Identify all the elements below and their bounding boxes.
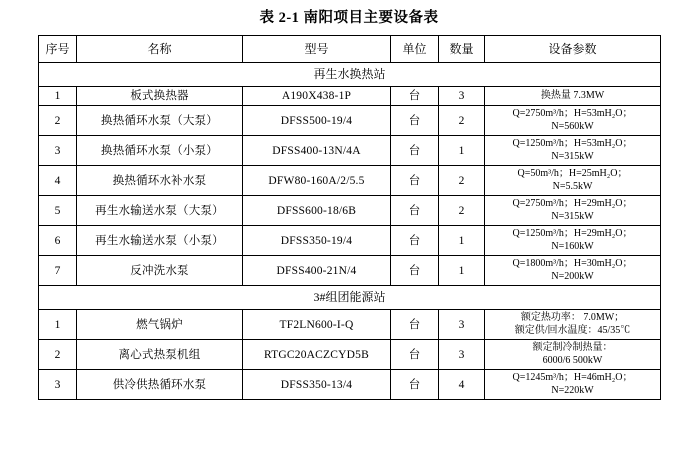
cell-name: 供冷供热循环水泵 bbox=[77, 370, 243, 400]
table-header-row bbox=[39, 36, 661, 63]
cell-model: DFSS400-21N/4 bbox=[243, 256, 391, 286]
cell-param bbox=[485, 166, 661, 196]
param-line: 额定供/回水温度：45/35℃ bbox=[514, 324, 631, 336]
cell-seq: 3 bbox=[39, 136, 77, 166]
cell-seq: 1 bbox=[39, 310, 77, 340]
column-header-model: 型号 bbox=[243, 36, 391, 63]
cell-qty: 2 bbox=[439, 196, 485, 226]
cell-model: DFSS600-18/6B bbox=[243, 196, 391, 226]
table-row bbox=[39, 370, 661, 400]
table-row bbox=[39, 226, 661, 256]
cell-param bbox=[485, 196, 661, 226]
cell-unit: 台 bbox=[391, 340, 439, 370]
page-title: 表 2-1 南阳项目主要设备表 bbox=[259, 10, 439, 26]
cell-qty: 3 bbox=[439, 87, 485, 106]
param-line: N=220kW bbox=[551, 384, 594, 396]
cell-seq: 2 bbox=[39, 340, 77, 370]
cell-model: DFW80-160A/2/5.5 bbox=[243, 166, 391, 196]
table-row bbox=[39, 87, 661, 106]
cell-qty: 2 bbox=[439, 166, 485, 196]
cell-model: RTGC20ACZCYD5B bbox=[243, 340, 391, 370]
table-row bbox=[39, 340, 661, 370]
cell-model: A190X438-1P bbox=[243, 87, 391, 106]
cell-seq: 2 bbox=[39, 106, 77, 136]
param-line: Q=1250m³/h；H=29mH₂O； bbox=[512, 228, 633, 240]
param-line: N=5.5kW bbox=[552, 180, 593, 192]
param-line: Q=2750m³/h；H=29mH₂O； bbox=[512, 198, 633, 210]
cell-unit: 台 bbox=[391, 196, 439, 226]
column-header-param: 设备参数 bbox=[485, 36, 661, 63]
cell-seq: 1 bbox=[39, 87, 77, 106]
cell-param bbox=[485, 256, 661, 286]
cell-unit: 台 bbox=[391, 106, 439, 136]
column-header-seq: 序号 bbox=[39, 36, 77, 63]
cell-param bbox=[485, 136, 661, 166]
equipment-table bbox=[38, 35, 661, 400]
column-header-unit: 单位 bbox=[391, 36, 439, 63]
table-row bbox=[39, 310, 661, 340]
cell-model: DFSS400-13N/4A bbox=[243, 136, 391, 166]
cell-name: 再生水输送水泵（大泵） bbox=[77, 196, 243, 226]
cell-seq: 5 bbox=[39, 196, 77, 226]
table-row bbox=[39, 256, 661, 286]
cell-unit: 台 bbox=[391, 310, 439, 340]
table-row bbox=[39, 136, 661, 166]
column-header-name: 名称 bbox=[77, 36, 243, 63]
param-line: Q=1250m³/h；H=53mH₂O； bbox=[512, 138, 633, 150]
cell-seq: 4 bbox=[39, 166, 77, 196]
section-title: 再生水换热站 bbox=[39, 63, 661, 87]
cell-param bbox=[485, 370, 661, 400]
column-header-qty: 数量 bbox=[439, 36, 485, 63]
param-line: 6000/6 500kW bbox=[542, 354, 603, 366]
param-line: N=315kW bbox=[551, 210, 594, 222]
cell-name: 换热循环水泵（大泵） bbox=[77, 106, 243, 136]
table-row bbox=[39, 166, 661, 196]
cell-param bbox=[485, 106, 661, 136]
param-line: Q=2750m³/h；H=53mH₂O； bbox=[512, 108, 633, 120]
cell-unit: 台 bbox=[391, 136, 439, 166]
param-line: 换热量 7.3MW bbox=[540, 89, 605, 101]
cell-unit: 台 bbox=[391, 226, 439, 256]
param-line: N=160kW bbox=[551, 240, 594, 252]
cell-param bbox=[485, 340, 661, 370]
param-line: 额定热功率： 7.0MW； bbox=[520, 312, 625, 324]
cell-param bbox=[485, 87, 661, 106]
cell-name: 换热循环水补水泵 bbox=[77, 166, 243, 196]
section-header-row bbox=[39, 286, 661, 310]
cell-qty: 3 bbox=[439, 310, 485, 340]
table-header bbox=[39, 36, 661, 63]
param-line: Q=1800m³/h；H=30mH₂O； bbox=[512, 258, 633, 270]
cell-name: 反冲洗水泵 bbox=[77, 256, 243, 286]
section-header-row bbox=[39, 63, 661, 87]
cell-qty: 2 bbox=[439, 106, 485, 136]
cell-param bbox=[485, 310, 661, 340]
section-title: 3#组团能源站 bbox=[39, 286, 661, 310]
param-line: Q=50m³/h；H=25mH₂O； bbox=[517, 168, 628, 180]
param-line: N=560kW bbox=[551, 120, 594, 132]
cell-name: 板式换热器 bbox=[77, 87, 243, 106]
cell-name: 再生水输送水泵（小泵） bbox=[77, 226, 243, 256]
cell-model: DFSS500-19/4 bbox=[243, 106, 391, 136]
cell-qty: 1 bbox=[439, 256, 485, 286]
cell-name: 离心式热泵机组 bbox=[77, 340, 243, 370]
cell-unit: 台 bbox=[391, 370, 439, 400]
cell-name: 燃气锅炉 bbox=[77, 310, 243, 340]
param-line: 额定制冷制热量： bbox=[532, 342, 613, 354]
cell-unit: 台 bbox=[391, 87, 439, 106]
cell-param bbox=[485, 226, 661, 256]
cell-seq: 7 bbox=[39, 256, 77, 286]
cell-seq: 6 bbox=[39, 226, 77, 256]
cell-qty: 4 bbox=[439, 370, 485, 400]
cell-model: TF2LN600-I-Q bbox=[243, 310, 391, 340]
cell-seq: 3 bbox=[39, 370, 77, 400]
cell-model: DFSS350-19/4 bbox=[243, 226, 391, 256]
param-line: N=200kW bbox=[551, 270, 594, 282]
cell-unit: 台 bbox=[391, 166, 439, 196]
table-body bbox=[39, 63, 661, 400]
cell-qty: 1 bbox=[439, 226, 485, 256]
table-row bbox=[39, 196, 661, 226]
cell-qty: 3 bbox=[439, 340, 485, 370]
cell-unit: 台 bbox=[391, 256, 439, 286]
param-line: N=315kW bbox=[551, 150, 594, 162]
cell-model: DFSS350-13/4 bbox=[243, 370, 391, 400]
cell-qty: 1 bbox=[439, 136, 485, 166]
table-row bbox=[39, 106, 661, 136]
param-line: Q=1245m³/h；H=46mH₂O； bbox=[512, 372, 633, 384]
cell-name: 换热循环水泵（小泵） bbox=[77, 136, 243, 166]
